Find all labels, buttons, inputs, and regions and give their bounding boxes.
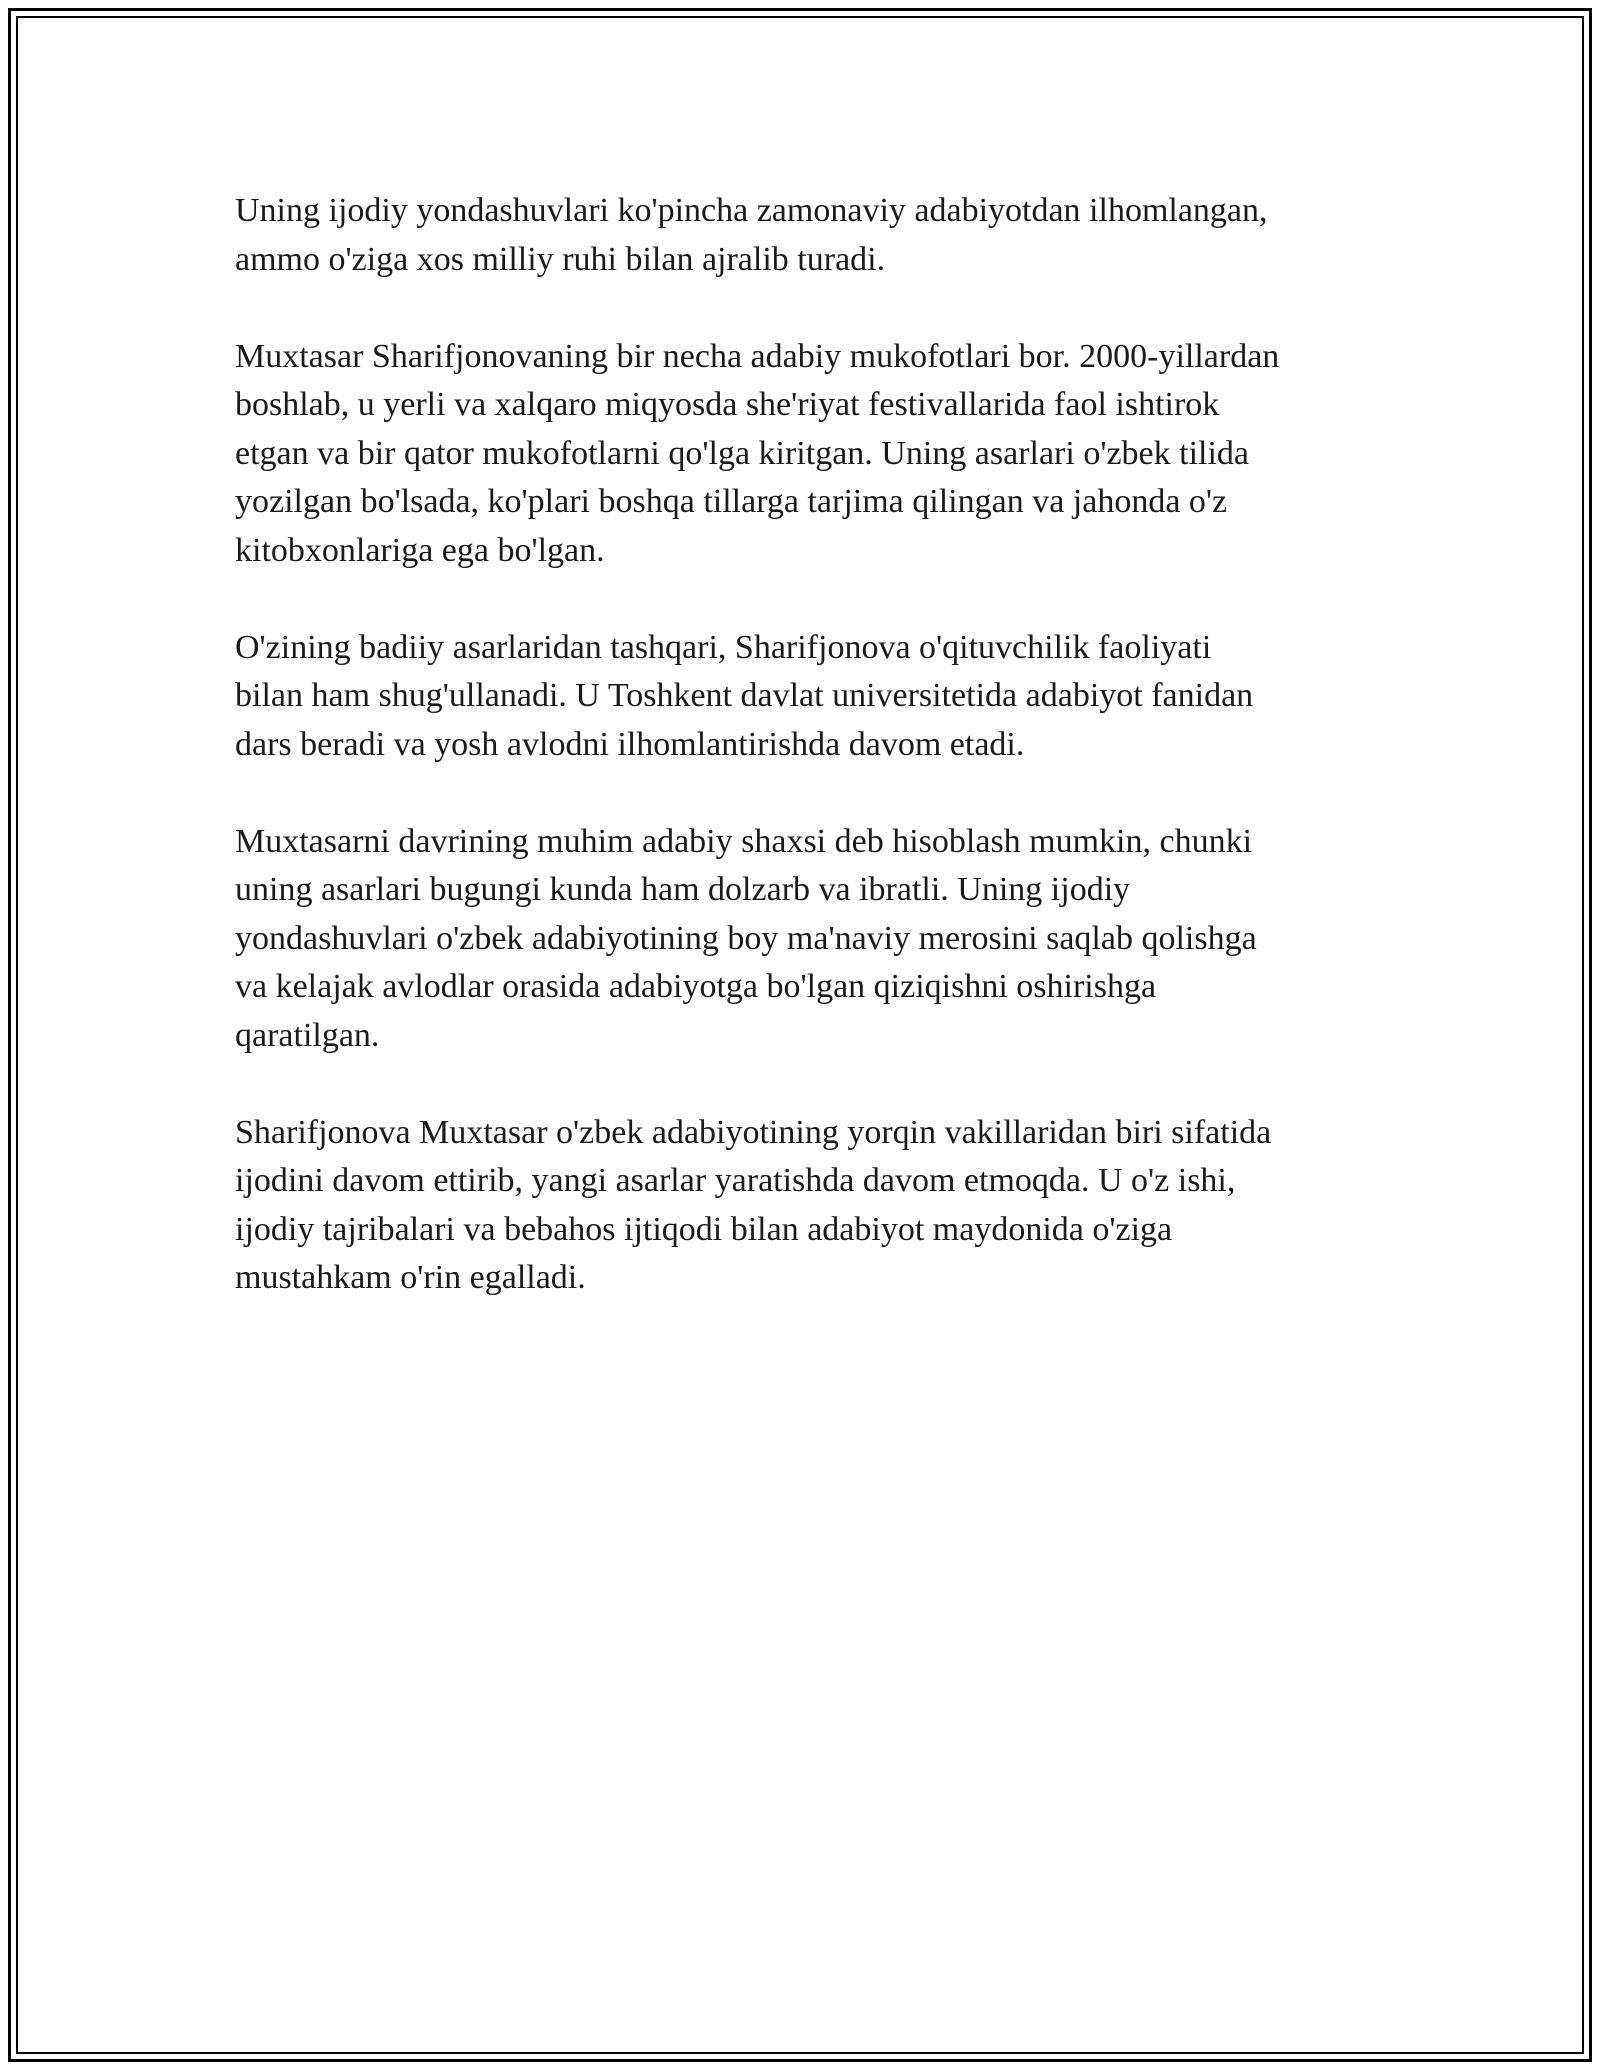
text-line: qaratilgan.: [235, 1016, 380, 1054]
paragraph: [235, 333, 1375, 576]
text-line: Muxtasarni davrining muhim adabiy shaxsi deb hisoblash mumkin, chunki: [235, 822, 1253, 860]
text-line: kitobxonlariga ega bo'lgan.: [235, 531, 605, 569]
text-line: etgan va bir qator mukofotlarni qo'lga kiritgan. Uning asarlari o'zbek tilida: [235, 434, 1250, 472]
text-line: bilan ham shug'ullanadi. U Toshkent davlat universitetida adabiyot fanidan: [235, 677, 1254, 714]
text-line: Uning ijodiy yondashuvlari ko'pincha zamonaviy adabiyotdan ilhomlangan,: [235, 192, 1268, 229]
paragraph: [235, 1109, 1375, 1303]
paragraph: [235, 187, 1375, 284]
text-line: Sharifjonova Muxtasar o'zbek adabiyotining yorqin vakillaridan biri sifatida: [235, 1113, 1272, 1151]
text-line: boshlab, u yerli va xalqaro miqyosda she'riyat festivallarida faol ishtirok: [235, 386, 1220, 423]
text-line: mustahkam o'rin egalladi.: [235, 1259, 586, 1296]
text-line: ijodini davom ettirib, yangi asarlar yaratishda davom etmoqda. U o'z ishi,: [235, 1162, 1236, 1199]
text-line: ijodiy tajribalari va bebahos ijtiqodi bilan adabiyot maydonida o'ziga: [235, 1210, 1173, 1248]
text-line: ammo o'ziga xos milliy ruhi bilan ajralib turadi.: [235, 240, 886, 278]
document-body: [235, 187, 1375, 1351]
paragraph: [235, 818, 1375, 1061]
text-line: uning asarlari bugungi kunda ham dolzarb va ibratli. Uning ijodiy: [235, 871, 1131, 908]
paragraph: [235, 624, 1375, 770]
text-line: O'zining badiiy asarlaridan tashqari, Sharifjonova o'qituvchilik faoliyati: [235, 628, 1212, 666]
text-line: va kelajak avlodlar orasida adabiyotga bo'lgan qiziqishni oshirishga: [235, 968, 1157, 1005]
text-line: yozilgan bo'lsada, ko'plari boshqa tillarga tarjima qilingan va jahonda o'z: [235, 483, 1228, 520]
text-line: Muxtasar Sharifjonovaning bir necha adabiy mukofotlari bor. 2000-yillardan: [235, 337, 1280, 375]
text-line: dars beradi va yosh avlodni ilhomlantirishda davom etadi.: [235, 725, 1025, 763]
text-line: yondashuvlari o'zbek adabiyotining boy ma'naviy merosini saqlab qolishga: [235, 919, 1257, 957]
